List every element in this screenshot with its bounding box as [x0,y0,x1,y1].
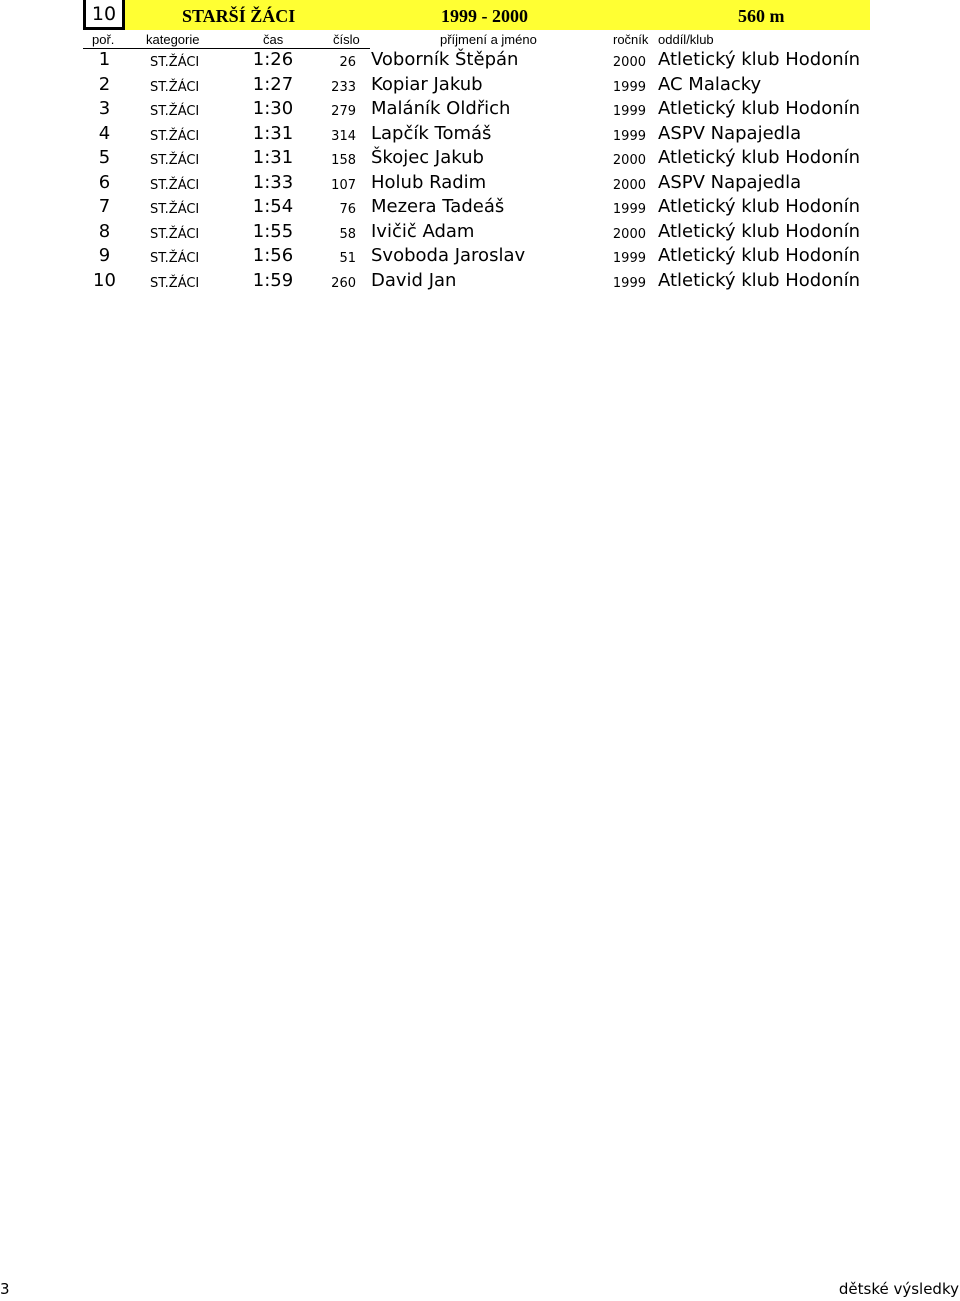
result-year: 1999 [612,79,646,95]
result-year: 1999 [612,202,646,217]
result-time: 1:33 [252,171,294,193]
result-year: 2000 [612,55,646,70]
event-category: STARŠÍ ŽÁCI [182,6,296,26]
result-category: ST.ŽÁCI [150,104,200,119]
result-bib-number: 233 [331,79,356,95]
result-name: Lapčík Tomáš [371,122,492,144]
result-club: Atletický klub Hodonín [658,196,861,217]
result-name: David Jan [371,269,457,291]
result-name: Škojec Jakub [371,147,484,168]
result-time: 1:31 [252,122,294,144]
column-header-number: číslo [333,32,360,47]
column-header-rank: poř. [92,32,115,47]
table-row [0,220,960,245]
result-bib-number: 107 [331,177,356,193]
result-category: ST.ŽÁCI [150,79,200,95]
result-time: 1:26 [252,49,294,70]
result-category: ST.ŽÁCI [150,275,200,291]
result-rank: 5 [98,147,111,168]
result-rank: 1 [98,49,111,70]
result-name: Svoboda Jaroslav [371,245,526,266]
result-club: Atletický klub Hodonín [658,245,861,266]
result-bib-number: 51 [339,251,356,266]
column-header-time: čas [263,32,284,47]
result-bib-number: 76 [339,202,356,217]
result-club: Atletický klub Hodonín [658,269,861,291]
result-category: ST.ŽÁCI [150,153,200,168]
result-rank: 8 [98,220,111,242]
table-row [0,97,960,122]
result-time: 1:31 [252,147,294,168]
result-name: Mezera Tadeáš [371,196,505,217]
result-year: 1999 [612,104,646,119]
page-number: 3 [0,1280,10,1298]
result-time: 1:54 [252,196,294,217]
result-bib-number: 260 [331,275,356,291]
result-bib-number: 314 [331,128,356,144]
result-rank: 3 [98,98,111,119]
result-club: ASPV Napajedla [658,122,802,144]
result-time: 1:30 [252,98,294,119]
result-bib-number: 58 [339,226,356,242]
result-name: Voborník Štěpán [371,49,519,70]
result-category: ST.ŽÁCI [150,226,200,242]
result-category: ST.ŽÁCI [150,128,200,144]
result-rank: 6 [98,171,111,193]
table-row [0,48,960,73]
column-header-name: příjmení a jméno [440,32,537,47]
result-time: 1:55 [252,220,294,242]
race-number-box: 10 [83,0,125,30]
result-year: 1999 [612,128,646,144]
result-club: Atletický klub Hodonín [658,49,861,70]
result-year: 2000 [612,153,646,168]
result-bib-number: 279 [331,104,356,119]
table-row [0,122,960,147]
result-rank: 4 [98,122,111,144]
result-name: Ivičič Adam [371,220,475,242]
table-row [0,146,960,171]
table-row [0,269,960,294]
result-category: ST.ŽÁCI [150,177,200,193]
result-year: 2000 [612,177,646,193]
column-header-club: oddíl/klub [658,32,714,47]
result-time: 1:59 [252,269,294,291]
result-year: 2000 [612,226,646,242]
result-time: 1:27 [252,73,294,95]
result-rank: 7 [98,196,111,217]
result-category: ST.ŽÁCI [150,202,200,217]
result-bib-number: 158 [331,153,356,168]
result-category: ST.ŽÁCI [150,251,200,266]
event-distance: 560 m [738,6,785,26]
result-name: Kopiar Jakub [371,73,483,95]
result-bib-number: 26 [339,55,356,70]
column-header-category: kategorie [146,32,200,47]
result-rank: 10 [93,269,116,291]
table-row [0,73,960,98]
footer-label: dětské výsledky [838,1280,959,1298]
event-years: 1999 - 2000 [441,6,528,26]
result-club: ASPV Napajedla [658,171,802,193]
result-year: 1999 [612,275,646,291]
result-name: Holub Radim [371,171,487,193]
result-category: ST.ŽÁCI [150,55,200,70]
result-club: Atletický klub Hodonín [658,147,861,168]
result-name: Maláník Oldřich [371,98,511,119]
result-club: Atletický klub Hodonín [658,220,861,242]
result-club: Atletický klub Hodonín [658,98,861,119]
result-rank: 2 [98,73,111,95]
column-header-year: ročník [613,32,649,47]
result-year: 1999 [612,251,646,266]
table-row [0,171,960,196]
table-row [0,244,960,269]
table-row [0,195,960,220]
result-rank: 9 [98,245,111,266]
result-time: 1:56 [252,245,294,266]
result-club: AC Malacky [658,73,762,95]
